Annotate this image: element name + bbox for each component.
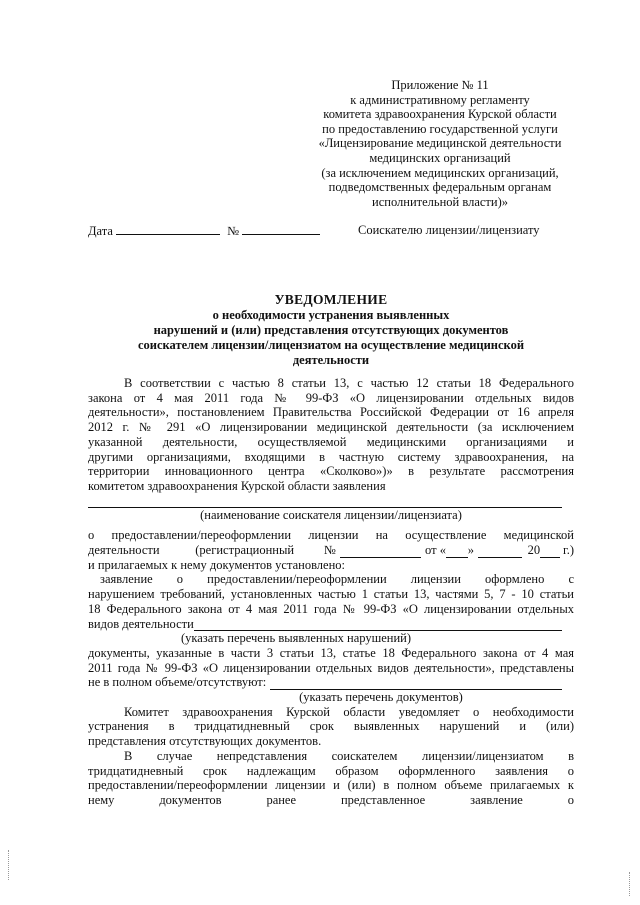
notice-body xyxy=(88,376,574,808)
title-main: УВЕДОМЛЕНИЕ xyxy=(274,292,388,307)
registration-month-field[interactable] xyxy=(478,545,522,558)
caption-violations: (указать перечень выявленных нарушений) xyxy=(180,631,412,646)
title-line: деятельности xyxy=(292,353,370,367)
body-line: нарушением требований, установленных частью 1 статьи 13, частями 5, 7 - 10 статьи xyxy=(88,587,574,602)
body-line: деятельности», постановлением Правительства Российской Федерации от 16 апреля xyxy=(88,405,574,420)
annex-line: медицинских организаций xyxy=(369,150,511,165)
number-label: № xyxy=(227,224,240,238)
annex-line: комитета здравоохранения Курской области xyxy=(323,107,557,122)
body-line: В соответствии с частью 8 статьи 13, с частью 12 статьи 18 Федерального xyxy=(124,376,574,390)
registration-year-field[interactable] xyxy=(540,545,560,558)
body-line: другими организациями, входящими в частную систему здравоохранения, на xyxy=(88,449,574,464)
body-line: и прилагаемых к нему документов установлено: xyxy=(88,557,346,572)
annex-line: (за исключением медицинских организаций, xyxy=(321,165,559,180)
body-line: тридцатидневный срок надлежащим образом оформленного заявления о xyxy=(88,763,574,778)
annex-line: по предоставлению государственной услуги xyxy=(322,121,558,136)
title-line: нарушений и (или) представления отсутствующих документов xyxy=(153,323,509,337)
body-line: Комитет здравоохранения Курской области уведомляет о необходимости xyxy=(124,704,574,719)
body-text: от « xyxy=(425,543,446,558)
body-line: документы, указанные в части 3 статьи 13, статье 18 Федерального закона от 4 мая xyxy=(88,645,574,660)
body-text: деятельности xyxy=(88,543,160,558)
body-line: предоставлении/переоформлении лицензии и (или) в полном объеме прилагаемых к xyxy=(88,778,574,793)
date-label: Дата xyxy=(88,224,113,238)
title-line: соискателем лицензии/лицензиатом на осуществление медицинской xyxy=(137,338,525,352)
caption-documents: (указать перечень документов) xyxy=(299,690,463,705)
registration-number-field[interactable] xyxy=(340,545,421,558)
caption-applicant: (наименование соискателя лицензии/лицензиата) xyxy=(200,507,462,522)
violations-field[interactable] xyxy=(194,618,562,631)
body-line: нему документов ранее представленное заявление о xyxy=(88,792,574,807)
documents-line xyxy=(88,675,574,690)
body-line: территории инновационного центра «Сколково»)» в результате рассмотрения xyxy=(88,464,574,479)
documents-field[interactable] xyxy=(270,677,562,690)
body-text: № xyxy=(323,543,336,558)
scan-margin-mark xyxy=(629,872,632,896)
body-line: представления отсутствующих документов. xyxy=(88,734,322,749)
body-line: закона от 4 мая 2011 года № 99-ФЗ «О лицензировании отдельных видов xyxy=(88,390,574,405)
body-text: (регистрационный xyxy=(195,543,295,558)
body-line: В случае непредставления соискателем лицензии/лицензиатом в xyxy=(124,748,574,763)
registration-line xyxy=(88,543,574,558)
annex-line: «Лицензирование медицинской деятельности xyxy=(318,136,562,151)
annex-line: исполнительной власти)» xyxy=(372,194,508,209)
body-line: 2011 года № 99-ФЗ «О лицензировании отдельных видов деятельности», представлены xyxy=(88,660,574,675)
body-line: о предоставлении/переоформлении лицензии на осуществление медицинской xyxy=(88,528,574,543)
registration-day-field[interactable] xyxy=(446,545,468,558)
annex-line: подведомственных федеральным органам xyxy=(328,180,552,195)
violations-line xyxy=(88,617,574,632)
body-line: заявление о предоставлении/переоформлении лицензии оформлено с xyxy=(100,572,574,587)
annex-line: Приложение № 11 xyxy=(391,78,489,92)
body-text: 20 xyxy=(527,543,541,558)
annex-line: к административному регламенту xyxy=(350,92,530,107)
title-line: о необходимости устранения выявленных xyxy=(212,308,450,322)
body-text: » xyxy=(467,543,475,558)
applicant-name-field[interactable] xyxy=(88,494,562,508)
body-text: г.) xyxy=(562,543,574,558)
notice-title xyxy=(88,292,574,368)
recipient-label: Соискателю лицензии/лицензиату xyxy=(358,223,540,237)
scan-margin-mark xyxy=(8,850,11,880)
annex-header xyxy=(300,78,580,209)
date-field[interactable] xyxy=(116,222,220,235)
body-text: не в полном объеме/отсутствуют: xyxy=(88,675,267,690)
number-field[interactable] xyxy=(242,222,320,235)
date-number-line xyxy=(88,222,588,239)
body-text: видов деятельности xyxy=(88,616,194,631)
body-line: 2012 г. № 291 «О лицензировании медицинской деятельности (за исключением xyxy=(88,420,574,435)
body-line: 18 Федерального закона от 4 мая 2011 года № 99-ФЗ «О лицензировании отдельных xyxy=(88,601,574,616)
body-line: устранения в тридцатидневный срок выявленных нарушений и (или) xyxy=(88,719,574,734)
body-line: указанной деятельности, осуществляемой медицинскими организациями и xyxy=(88,434,574,449)
body-line: комитетом здравоохранения Курской области заявления xyxy=(88,478,386,493)
